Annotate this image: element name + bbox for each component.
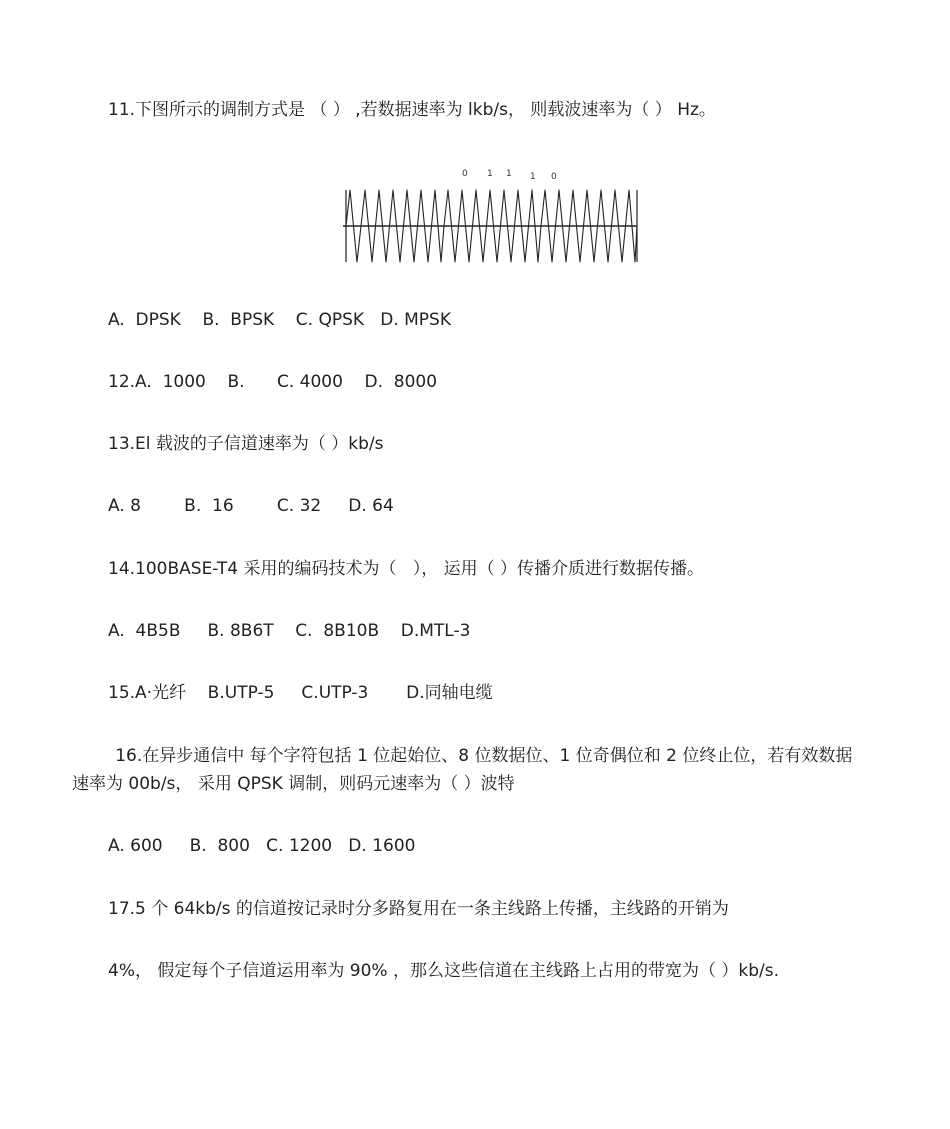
question-14-options: A. 4B5B B. 8B6T C. 8B10B D.MTL-3: [108, 621, 471, 641]
question-13-options: A. 8 B. 16 C. 32 D. 64: [108, 496, 394, 516]
bit-label-4: 0: [551, 172, 557, 182]
question-13-text: 13.El 载波的子信道速率为（ ）kb/s: [108, 434, 384, 454]
question-16-line-2: 速率为 00b/s， 采用 QPSK 调制，则码元速率为（ ）波特: [72, 774, 515, 794]
bit-label-0: 0: [462, 169, 468, 179]
modulation-waveform-figure: [340, 160, 640, 270]
question-12-options: 12.A. 1000 B. C. 4000 D. 8000: [108, 372, 438, 392]
waveform-svg: [340, 160, 640, 270]
question-15-options: 15.A·光纤 B.UTP-5 C.UTP-3 D.同轴电缆: [108, 683, 493, 703]
bit-label-2: 1: [506, 169, 512, 179]
question-11-options: A. DPSK B. BPSK C. QPSK D. MPSK: [108, 310, 451, 330]
question-17-line-2: 4%， 假定每个子信道运用率为 90% ，那么这些信道在主线路上占用的带宽为（ ）kb/s.: [108, 961, 779, 981]
question-11-text: 11.下图所示的调制方式是 （ ） ,若数据速率为 lkb/s， 则载波速率为（ ） Hz。: [108, 100, 716, 120]
bit-label-3: 1: [530, 172, 536, 182]
question-14-text: 14.100BASE-T4 采用的编码技术为（ ）， 运用（ ）传播介质进行数据传播。: [108, 559, 705, 579]
question-17-line-1: 17.5 个 64kb/s 的信道按记录时分多路复用在一条主线路上传播，主线路的开销为: [108, 899, 729, 919]
question-16-line-1: 16.在异步通信中 每个字符包括 1 位起始位、8 位数据位、1 位奇偶位和 2 位终止位，若有效数据: [72, 746, 853, 766]
bit-label-1: 1: [487, 169, 493, 179]
question-16-options: A. 600 B. 800 C. 1200 D. 1600: [108, 836, 416, 856]
